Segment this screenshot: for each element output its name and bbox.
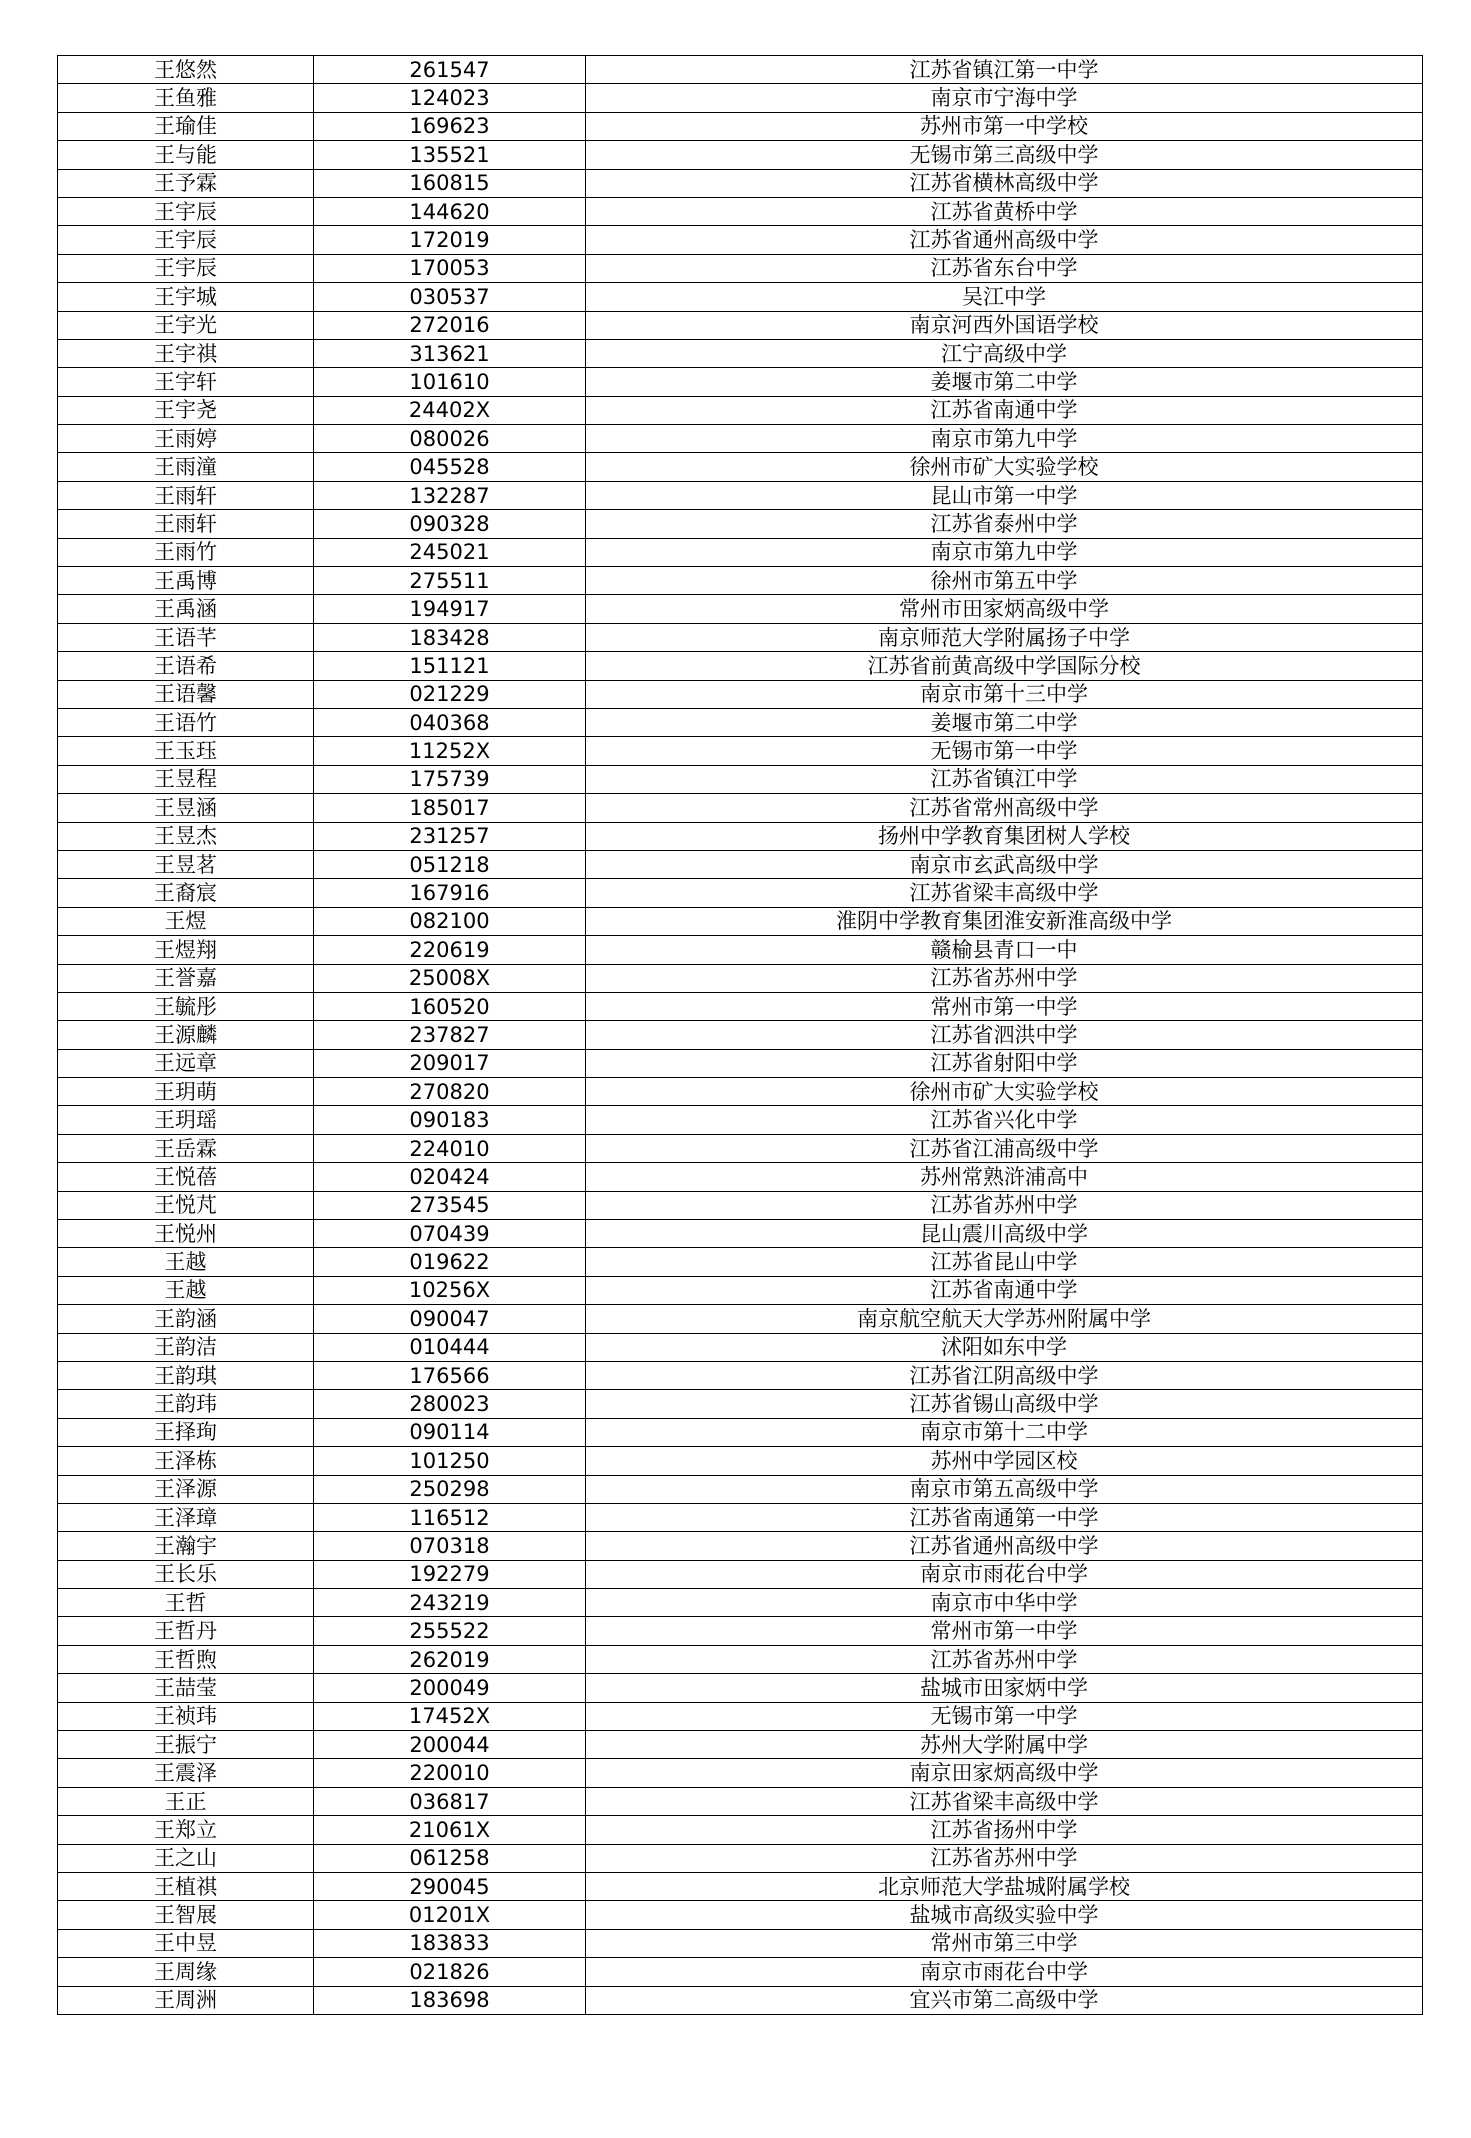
student-id-cell: 237827 — [314, 1021, 586, 1049]
student-id-cell: 160520 — [314, 992, 586, 1020]
school-name-cell: 江苏省黄桥中学 — [586, 197, 1423, 225]
student-id-cell: 045528 — [314, 453, 586, 481]
student-name-cell: 王悦州 — [58, 1220, 314, 1248]
table-row — [58, 1589, 1423, 1617]
table-row — [58, 1220, 1423, 1248]
table-row — [58, 936, 1423, 964]
student-name-cell: 王昱茗 — [58, 850, 314, 878]
student-id-cell: 200049 — [314, 1674, 586, 1702]
student-name-cell: 王宇光 — [58, 311, 314, 339]
student-id-cell: 144620 — [314, 197, 586, 225]
student-id-cell: 224010 — [314, 1134, 586, 1162]
student-name-cell: 王越 — [58, 1276, 314, 1304]
school-name-cell: 江苏省苏州中学 — [586, 1844, 1423, 1872]
table-row — [58, 567, 1423, 595]
table-row — [58, 425, 1423, 453]
student-id-cell: 061258 — [314, 1844, 586, 1872]
student-id-cell: 169623 — [314, 112, 586, 140]
table-row — [58, 1248, 1423, 1276]
table-row — [58, 964, 1423, 992]
school-name-cell: 南京市中华中学 — [586, 1589, 1423, 1617]
table-row — [58, 254, 1423, 282]
table-row — [58, 1418, 1423, 1446]
table-row — [58, 1305, 1423, 1333]
table-row — [58, 1759, 1423, 1787]
student-name-cell: 王震泽 — [58, 1759, 314, 1787]
student-id-cell: 160815 — [314, 169, 586, 197]
table-row — [58, 453, 1423, 481]
student-name-cell: 王远章 — [58, 1049, 314, 1077]
school-name-cell: 宜兴市第二高级中学 — [586, 1986, 1423, 2014]
student-id-cell: 17452X — [314, 1702, 586, 1730]
school-name-cell: 昆山市第一中学 — [586, 481, 1423, 509]
student-id-cell: 243219 — [314, 1589, 586, 1617]
school-name-cell: 江苏省江阴高级中学 — [586, 1361, 1423, 1389]
school-name-cell: 南京市宁海中学 — [586, 84, 1423, 112]
student-name-cell: 王植祺 — [58, 1873, 314, 1901]
table-row — [58, 1390, 1423, 1418]
student-id-cell: 019622 — [314, 1248, 586, 1276]
student-name-cell: 王祯玮 — [58, 1702, 314, 1730]
table-row — [58, 1674, 1423, 1702]
student-id-cell: 183833 — [314, 1929, 586, 1957]
school-name-cell: 江苏省苏州中学 — [586, 964, 1423, 992]
school-name-cell: 苏州中学园区校 — [586, 1447, 1423, 1475]
table-row — [58, 1163, 1423, 1191]
student-id-cell: 090114 — [314, 1418, 586, 1446]
table-row — [58, 538, 1423, 566]
student-name-cell: 王语芊 — [58, 623, 314, 651]
table-row — [58, 708, 1423, 736]
table-row — [58, 1134, 1423, 1162]
school-name-cell: 盐城市高级实验中学 — [586, 1901, 1423, 1929]
table-row — [58, 1333, 1423, 1361]
table-row — [58, 1929, 1423, 1957]
table-row — [58, 396, 1423, 424]
student-name-cell: 王昱程 — [58, 765, 314, 793]
student-id-cell: 231257 — [314, 822, 586, 850]
student-id-cell: 070318 — [314, 1532, 586, 1560]
student-name-cell: 王昱杰 — [58, 822, 314, 850]
school-name-cell: 江苏省泗洪中学 — [586, 1021, 1423, 1049]
school-name-cell: 江苏省镇江中学 — [586, 765, 1423, 793]
student-name-cell: 王语希 — [58, 652, 314, 680]
school-name-cell: 南京市第十三中学 — [586, 680, 1423, 708]
student-id-cell: 124023 — [314, 84, 586, 112]
student-id-cell: 151121 — [314, 652, 586, 680]
table-row — [58, 1702, 1423, 1730]
student-name-cell: 王雨潼 — [58, 453, 314, 481]
school-name-cell: 江苏省扬州中学 — [586, 1816, 1423, 1844]
student-id-cell: 209017 — [314, 1049, 586, 1077]
school-name-cell: 南京市第九中学 — [586, 425, 1423, 453]
roster-table — [57, 55, 1423, 2015]
student-name-cell: 王正 — [58, 1787, 314, 1815]
student-name-cell: 王哲煦 — [58, 1645, 314, 1673]
school-name-cell: 江苏省南通中学 — [586, 1276, 1423, 1304]
student-id-cell: 021826 — [314, 1958, 586, 1986]
table-row — [58, 283, 1423, 311]
school-name-cell: 江苏省兴化中学 — [586, 1106, 1423, 1134]
table-row — [58, 1503, 1423, 1531]
table-row — [58, 1560, 1423, 1588]
student-id-cell: 167916 — [314, 879, 586, 907]
school-name-cell: 南京航空航天大学苏州附属中学 — [586, 1305, 1423, 1333]
student-id-cell: 090047 — [314, 1305, 586, 1333]
school-name-cell: 南京市玄武高级中学 — [586, 850, 1423, 878]
student-id-cell: 101250 — [314, 1447, 586, 1475]
school-name-cell: 常州市第三中学 — [586, 1929, 1423, 1957]
table-row — [58, 907, 1423, 935]
table-row — [58, 368, 1423, 396]
student-name-cell: 王韵玮 — [58, 1390, 314, 1418]
student-name-cell: 王泽源 — [58, 1475, 314, 1503]
table-row — [58, 1617, 1423, 1645]
student-id-cell: 170053 — [314, 254, 586, 282]
student-id-cell: 070439 — [314, 1220, 586, 1248]
school-name-cell: 江苏省镇江第一中学 — [586, 56, 1423, 84]
student-name-cell: 王宇辰 — [58, 226, 314, 254]
school-name-cell: 苏州大学附属中学 — [586, 1731, 1423, 1759]
student-id-cell: 273545 — [314, 1191, 586, 1219]
table-row — [58, 510, 1423, 538]
school-name-cell: 吴江中学 — [586, 283, 1423, 311]
student-name-cell: 王越 — [58, 1248, 314, 1276]
student-id-cell: 040368 — [314, 708, 586, 736]
school-name-cell: 江苏省通州高级中学 — [586, 1532, 1423, 1560]
student-id-cell: 280023 — [314, 1390, 586, 1418]
student-id-cell: 261547 — [314, 56, 586, 84]
school-name-cell: 江苏省前黄高级中学国际分校 — [586, 652, 1423, 680]
student-name-cell: 王周缘 — [58, 1958, 314, 1986]
school-name-cell: 赣榆县青口一中 — [586, 936, 1423, 964]
student-id-cell: 275511 — [314, 567, 586, 595]
student-id-cell: 220010 — [314, 1759, 586, 1787]
student-id-cell: 090183 — [314, 1106, 586, 1134]
school-name-cell: 江苏省锡山高级中学 — [586, 1390, 1423, 1418]
student-id-cell: 135521 — [314, 141, 586, 169]
table-row — [58, 879, 1423, 907]
student-name-cell: 王智展 — [58, 1901, 314, 1929]
student-name-cell: 王悦芃 — [58, 1191, 314, 1219]
student-name-cell: 王韵涵 — [58, 1305, 314, 1333]
school-name-cell: 北京师范大学盐城附属学校 — [586, 1873, 1423, 1901]
table-row — [58, 1078, 1423, 1106]
school-name-cell: 姜堰市第二中学 — [586, 368, 1423, 396]
student-name-cell: 王宇尧 — [58, 396, 314, 424]
student-name-cell: 王裔宸 — [58, 879, 314, 907]
student-name-cell: 王禹涵 — [58, 595, 314, 623]
student-name-cell: 王昱涵 — [58, 794, 314, 822]
school-name-cell: 淮阴中学教育集团淮安新淮高级中学 — [586, 907, 1423, 935]
table-row — [58, 1816, 1423, 1844]
table-row — [58, 481, 1423, 509]
student-id-cell: 255522 — [314, 1617, 586, 1645]
table-row — [58, 623, 1423, 651]
student-name-cell: 王禹博 — [58, 567, 314, 595]
table-row — [58, 1049, 1423, 1077]
student-name-cell: 王雨竹 — [58, 538, 314, 566]
student-name-cell: 王宇辰 — [58, 197, 314, 225]
school-name-cell: 江苏省江浦高级中学 — [586, 1134, 1423, 1162]
student-id-cell: 116512 — [314, 1503, 586, 1531]
student-name-cell: 王韵洁 — [58, 1333, 314, 1361]
student-name-cell: 王择珣 — [58, 1418, 314, 1446]
table-row — [58, 652, 1423, 680]
student-id-cell: 010444 — [314, 1333, 586, 1361]
student-id-cell: 200044 — [314, 1731, 586, 1759]
student-id-cell: 290045 — [314, 1873, 586, 1901]
table-row — [58, 1106, 1423, 1134]
student-id-cell: 030537 — [314, 283, 586, 311]
school-name-cell: 盐城市田家炳中学 — [586, 1674, 1423, 1702]
student-name-cell: 王瑜佳 — [58, 112, 314, 140]
school-name-cell: 南京市雨花台中学 — [586, 1560, 1423, 1588]
school-name-cell: 南京市雨花台中学 — [586, 1958, 1423, 1986]
student-name-cell: 王誉嘉 — [58, 964, 314, 992]
school-name-cell: 徐州市矿大实验学校 — [586, 453, 1423, 481]
student-name-cell: 王玥瑶 — [58, 1106, 314, 1134]
student-name-cell: 王岳霖 — [58, 1134, 314, 1162]
school-name-cell: 南京田家炳高级中学 — [586, 1759, 1423, 1787]
student-name-cell: 王雨轩 — [58, 481, 314, 509]
table-row — [58, 226, 1423, 254]
student-id-cell: 082100 — [314, 907, 586, 935]
student-id-cell: 194917 — [314, 595, 586, 623]
school-name-cell: 扬州中学教育集团树人学校 — [586, 822, 1423, 850]
student-name-cell: 王哲 — [58, 1589, 314, 1617]
student-id-cell: 185017 — [314, 794, 586, 822]
student-id-cell: 020424 — [314, 1163, 586, 1191]
school-name-cell: 常州市第一中学 — [586, 1617, 1423, 1645]
school-name-cell: 无锡市第一中学 — [586, 737, 1423, 765]
student-id-cell: 183428 — [314, 623, 586, 651]
school-name-cell: 常州市田家炳高级中学 — [586, 595, 1423, 623]
school-name-cell: 南京师范大学附属扬子中学 — [586, 623, 1423, 651]
school-name-cell: 无锡市第三高级中学 — [586, 141, 1423, 169]
table-row — [58, 197, 1423, 225]
table-row — [58, 680, 1423, 708]
student-name-cell: 王宇轩 — [58, 368, 314, 396]
student-name-cell: 王宇辰 — [58, 254, 314, 282]
student-name-cell: 王玉珏 — [58, 737, 314, 765]
student-id-cell: 11252X — [314, 737, 586, 765]
student-id-cell: 176566 — [314, 1361, 586, 1389]
table-row — [58, 1958, 1423, 1986]
student-id-cell: 25008X — [314, 964, 586, 992]
student-id-cell: 250298 — [314, 1475, 586, 1503]
student-id-cell: 21061X — [314, 1816, 586, 1844]
school-name-cell: 江苏省常州高级中学 — [586, 794, 1423, 822]
school-name-cell: 南京市第五高级中学 — [586, 1475, 1423, 1503]
student-id-cell: 313621 — [314, 339, 586, 367]
student-name-cell: 王郑立 — [58, 1816, 314, 1844]
student-name-cell: 王周洲 — [58, 1986, 314, 2014]
school-name-cell: 苏州市第一中学校 — [586, 112, 1423, 140]
table-row — [58, 1873, 1423, 1901]
student-id-cell: 262019 — [314, 1645, 586, 1673]
school-name-cell: 沭阳如东中学 — [586, 1333, 1423, 1361]
table-row — [58, 1787, 1423, 1815]
student-id-cell: 090328 — [314, 510, 586, 538]
student-id-cell: 051218 — [314, 850, 586, 878]
student-name-cell: 王振宁 — [58, 1731, 314, 1759]
student-id-cell: 080026 — [314, 425, 586, 453]
table-row — [58, 1361, 1423, 1389]
student-id-cell: 021229 — [314, 680, 586, 708]
student-name-cell: 王韵琪 — [58, 1361, 314, 1389]
table-row — [58, 112, 1423, 140]
student-name-cell: 王雨婷 — [58, 425, 314, 453]
student-name-cell: 王中昱 — [58, 1929, 314, 1957]
table-row — [58, 84, 1423, 112]
school-name-cell: 江苏省昆山中学 — [586, 1248, 1423, 1276]
table-row — [58, 169, 1423, 197]
table-row — [58, 1447, 1423, 1475]
student-name-cell: 王煜 — [58, 907, 314, 935]
table-row — [58, 595, 1423, 623]
student-id-cell: 101610 — [314, 368, 586, 396]
school-name-cell: 徐州市第五中学 — [586, 567, 1423, 595]
school-name-cell: 南京市第九中学 — [586, 538, 1423, 566]
table-row — [58, 311, 1423, 339]
school-name-cell: 江宁高级中学 — [586, 339, 1423, 367]
student-name-cell: 王与能 — [58, 141, 314, 169]
student-id-cell: 192279 — [314, 1560, 586, 1588]
student-id-cell: 272016 — [314, 311, 586, 339]
student-id-cell: 036817 — [314, 1787, 586, 1815]
student-name-cell: 王毓彤 — [58, 992, 314, 1020]
table-row — [58, 737, 1423, 765]
student-name-cell: 王语馨 — [58, 680, 314, 708]
school-name-cell: 南京市第十二中学 — [586, 1418, 1423, 1446]
school-name-cell: 江苏省南通第一中学 — [586, 1503, 1423, 1531]
school-name-cell: 苏州常熟浒浦高中 — [586, 1163, 1423, 1191]
student-name-cell: 王哲丹 — [58, 1617, 314, 1645]
student-id-cell: 01201X — [314, 1901, 586, 1929]
school-name-cell: 江苏省东台中学 — [586, 254, 1423, 282]
school-name-cell: 江苏省梁丰高级中学 — [586, 1787, 1423, 1815]
student-name-cell: 王语竹 — [58, 708, 314, 736]
student-id-cell: 270820 — [314, 1078, 586, 1106]
school-name-cell: 常州市第一中学 — [586, 992, 1423, 1020]
student-name-cell: 王玥萌 — [58, 1078, 314, 1106]
school-name-cell: 江苏省苏州中学 — [586, 1191, 1423, 1219]
student-name-cell: 王悦蓓 — [58, 1163, 314, 1191]
student-id-cell: 10256X — [314, 1276, 586, 1304]
student-name-cell: 王鱼雅 — [58, 84, 314, 112]
student-name-cell: 王泽璋 — [58, 1503, 314, 1531]
school-name-cell: 江苏省苏州中学 — [586, 1645, 1423, 1673]
table-row — [58, 1844, 1423, 1872]
school-name-cell: 江苏省梁丰高级中学 — [586, 879, 1423, 907]
table-row — [58, 1021, 1423, 1049]
school-name-cell: 无锡市第一中学 — [586, 1702, 1423, 1730]
table-row — [58, 1475, 1423, 1503]
table-row — [58, 1986, 1423, 2014]
student-id-cell: 172019 — [314, 226, 586, 254]
student-name-cell: 王瀚宇 — [58, 1532, 314, 1560]
table-row — [58, 1645, 1423, 1673]
student-id-cell: 24402X — [314, 396, 586, 424]
table-row — [58, 794, 1423, 822]
student-name-cell: 王源麟 — [58, 1021, 314, 1049]
table-row — [58, 339, 1423, 367]
student-id-cell: 175739 — [314, 765, 586, 793]
table-row — [58, 1901, 1423, 1929]
student-id-cell: 245021 — [314, 538, 586, 566]
school-name-cell: 徐州市矿大实验学校 — [586, 1078, 1423, 1106]
table-row — [58, 56, 1423, 84]
table-row — [58, 822, 1423, 850]
table-row — [58, 1731, 1423, 1759]
student-name-cell: 王长乐 — [58, 1560, 314, 1588]
student-name-cell: 王悠然 — [58, 56, 314, 84]
student-name-cell: 王煜翔 — [58, 936, 314, 964]
student-name-cell: 王宇祺 — [58, 339, 314, 367]
school-name-cell: 江苏省南通中学 — [586, 396, 1423, 424]
table-row — [58, 1532, 1423, 1560]
school-name-cell: 昆山震川高级中学 — [586, 1220, 1423, 1248]
student-name-cell: 王之山 — [58, 1844, 314, 1872]
student-id-cell: 220619 — [314, 936, 586, 964]
table-row — [58, 992, 1423, 1020]
roster-body — [58, 56, 1423, 2015]
student-id-cell: 132287 — [314, 481, 586, 509]
student-name-cell: 王雨轩 — [58, 510, 314, 538]
school-name-cell: 江苏省通州高级中学 — [586, 226, 1423, 254]
school-name-cell: 江苏省射阳中学 — [586, 1049, 1423, 1077]
student-name-cell: 王喆莹 — [58, 1674, 314, 1702]
student-id-cell: 183698 — [314, 1986, 586, 2014]
table-row — [58, 141, 1423, 169]
school-name-cell: 江苏省泰州中学 — [586, 510, 1423, 538]
table-row — [58, 765, 1423, 793]
school-name-cell: 江苏省横林高级中学 — [586, 169, 1423, 197]
student-name-cell: 王予霖 — [58, 169, 314, 197]
table-row — [58, 1191, 1423, 1219]
school-name-cell: 姜堰市第二中学 — [586, 708, 1423, 736]
table-row — [58, 850, 1423, 878]
student-name-cell: 王泽栋 — [58, 1447, 314, 1475]
student-name-cell: 王宇城 — [58, 283, 314, 311]
table-row — [58, 1276, 1423, 1304]
school-name-cell: 南京河西外国语学校 — [586, 311, 1423, 339]
